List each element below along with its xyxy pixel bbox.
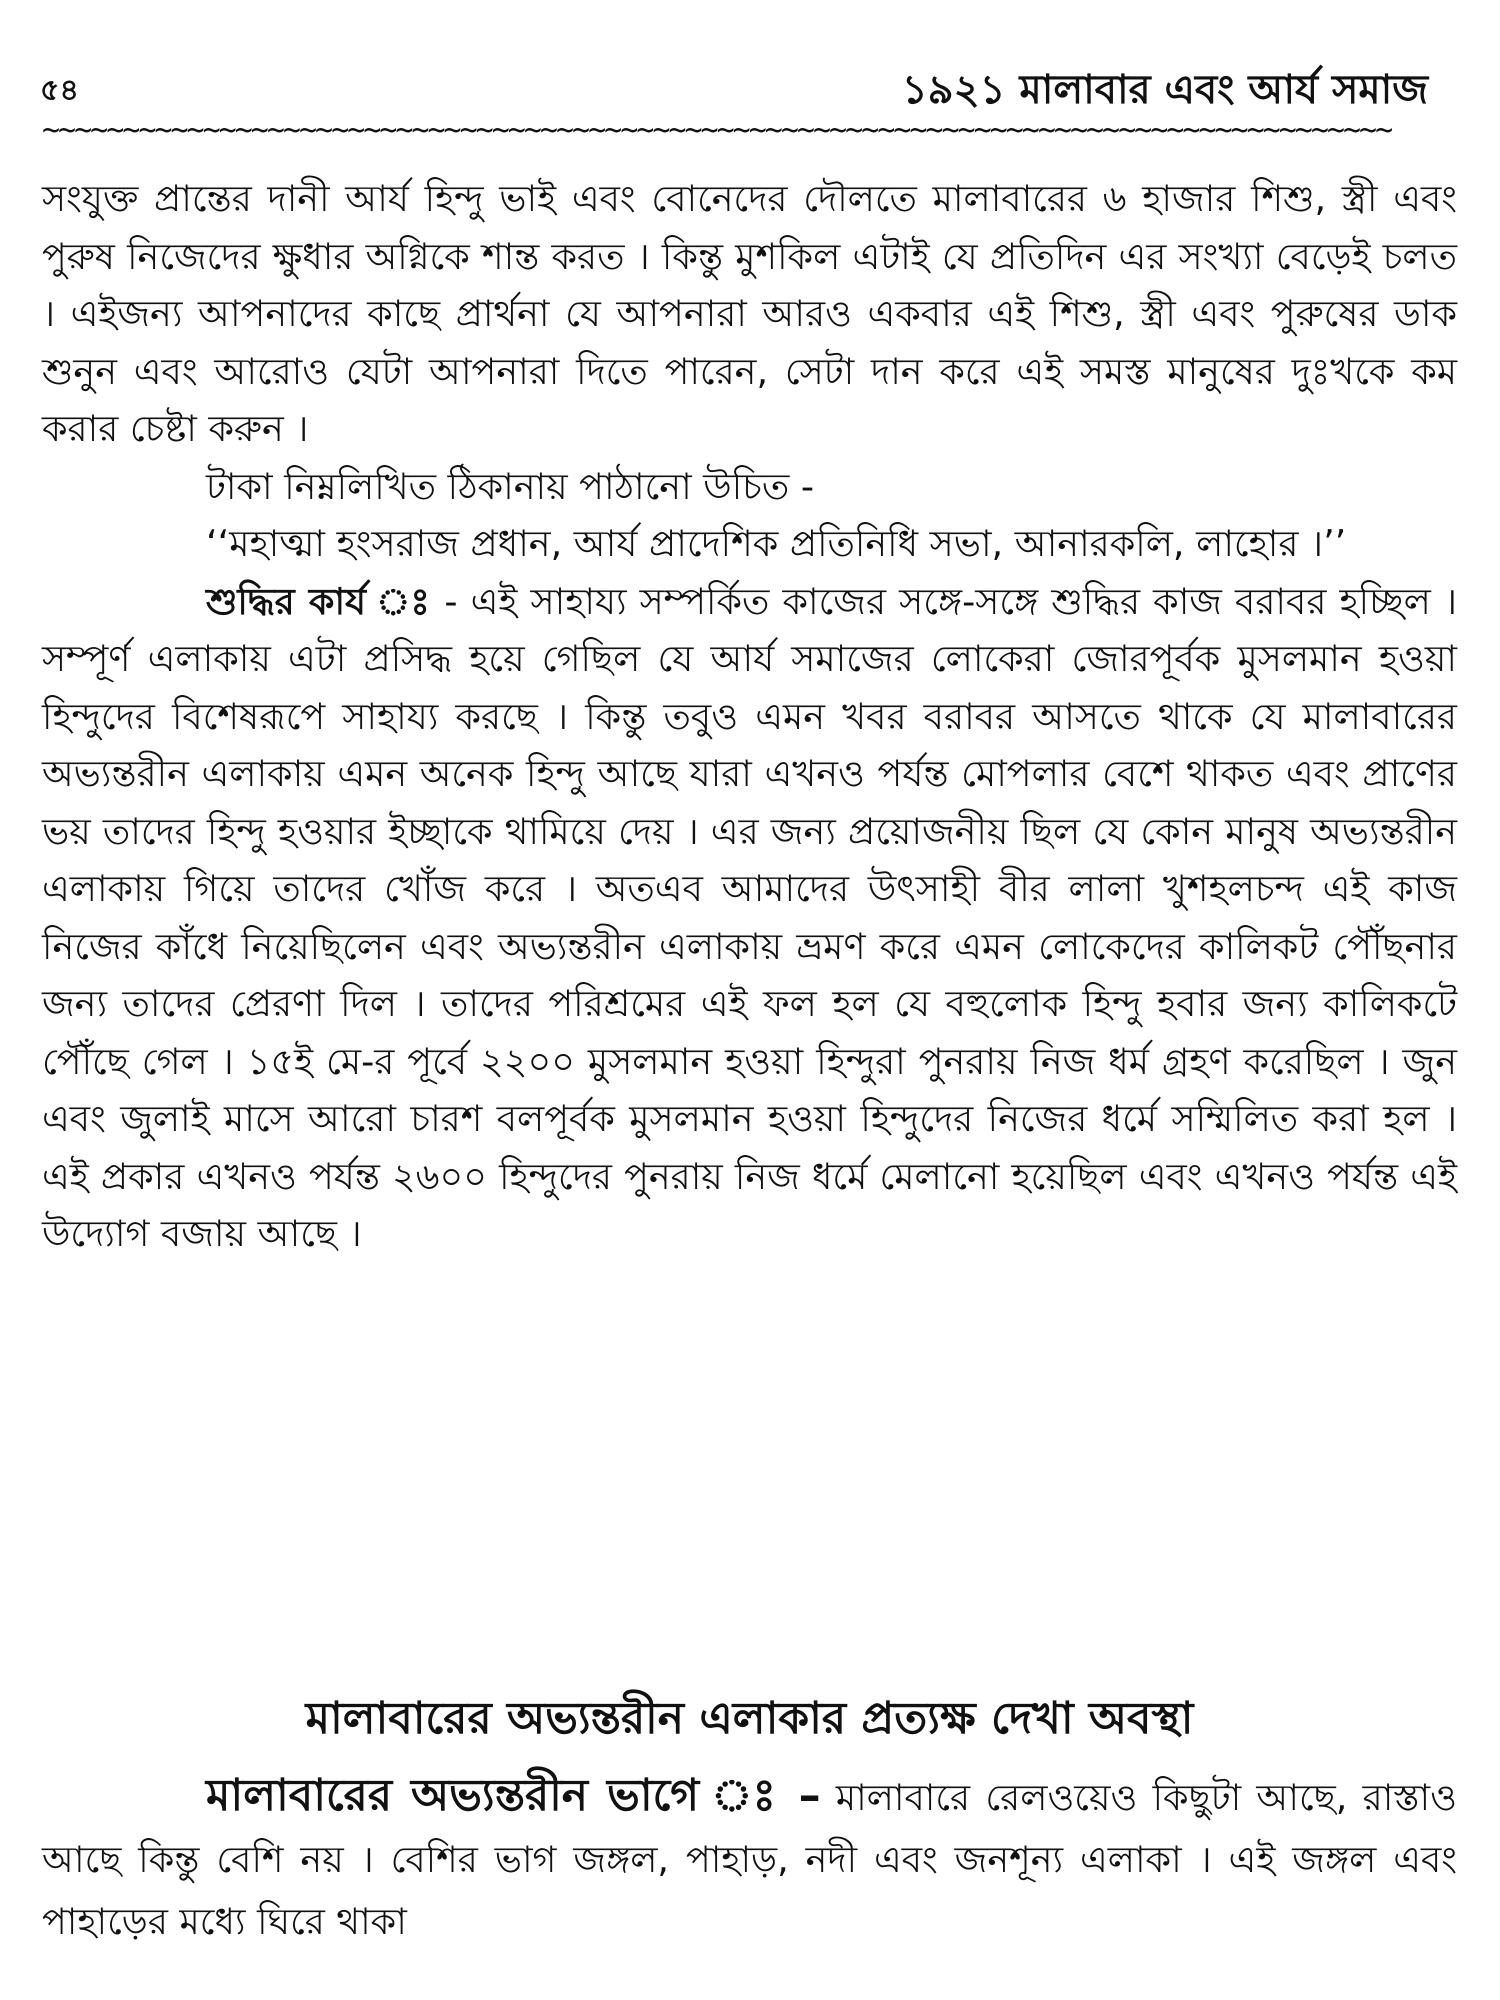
section-heading: মালাবারের অভ্যন্তরীন এলাকার প্রত্যক্ষ দেখা অবস্থা: [305, 1693, 1194, 1744]
tilde-divider: ~~~~~~~~~~~~~~~~~~~~~~~~~~~~~~~~~~~~~~~~~~~~~~~~~~~~~~~~~~~~~~~~~~~~~~~~~~~~~~~~~~~~: [42, 116, 1392, 146]
paragraph-send-money: টাকা নিম্নলিখিত ঠিকানায় পাঠানো উচিত -: [206, 464, 815, 508]
paragraph-interior: [42, 1765, 1457, 1953]
running-title: ১৯২১ মালাবার এবং আর্য সমাজ: [901, 67, 1428, 113]
interior-text: মালাবারে রেলওয়েও কিছুটা আছে, রাস্তাও আছে কিন্তু বেশি নয় । বেশির ভাগ জঙ্গল, পাহাড়, নদী এবং জনশূন্য এলাকা । এই জঙ্গল এবং পাহাড়ের মধ্যে ঘিরে থাকা: [42, 1776, 1457, 1943]
paragraph-relief-appeal: সংযুক্ত প্রান্তের দানী আর্য হিন্দু ভাই এবং বোনেদের দৌলতে মালাবারের ৬ হাজার শিশু, স্ত্রী এবং পুরুষ নিজেদের ক্ষুধার অগ্নিকে শান্ত করত । কিন্তু মুশকিল এটাই যে প্রতিদিন এর সংখ্যা বেড়েই চলত । এইজন্য আপনাদের কাছে প্রার্থনা যে আপনারা আরও একবার এই শিশু, স্ত্রী এবং পুরুষের ডাক শুনুন এবং আরোও যেটা আপনারা দিতে পারেন, সেটা দান করে এই সমস্ত মানুষের দুঃখকে কম করার চেষ্টা করুন ।: [42, 177, 1457, 450]
page-number: ৫৪: [40, 73, 79, 108]
shuddhi-text: - এই সাহায্য সম্পর্কিত কাজের সঙ্গে-সঙ্গে শুদ্ধির কাজ বরাবর হচ্ছিল । সম্পূর্ণ এলাকায় এটা প্রসিদ্ধ হয়ে গেছিল যে আর্য সমাজের লোকেরা জোরপূর্বক মুসলমান হওয়া হিন্দুদের বিশেষরূপে সাহায্য করছে । কিন্তু তবুও এমন খবর বরাবর আসতে থাকে যে মালাবারের অভ্যন্তরীন এলাকায় এমন অনেক হিন্দু আছে যারা এখনও পর্যন্ত মোপলার বেশে থাকত এবং প্রাণের ভয় তাদের হিন্দু হওয়ার ইচ্ছাকে থামিয়ে দেয় । এর জন্য প্রয়োজনীয় ছিল যে কোন মানুষ অভ্যন্তরীন এলাকায় গিয়ে তাদের খোঁজ করে । অতএব আমাদের উৎসাহী বীর লালা খুশহলচন্দ এই কাজ নিজের কাঁধে নিয়েছিলেন এবং অভ্যন্তরীন এলাকায় ভ্রমণ করে এমন লোকেদের কালিকট পৌঁছনার জন্য তাদের প্রেরণা দিল । তাদের পরিশ্রমের এই ফল হল যে বহুলোক হিন্দু হবার জন্য কালিকটে পৌঁছে গেল । ১৫ই মে-র পূর্বে ২২০০ মুসলমান হওয়া হিন্দুরা পুনরায় নিজ ধর্ম গ্রহণ করেছিল । জুন এবং জুলাই মাসে আরো চারশ বলপূর্বক মুসলমান হওয়া হিন্দুদের নিজের ধর্মে সম্মিলিত করা হল । এই প্রকার এখনও পর্যন্ত ২৬০০ হিন্দুদের পুনরায় নিজ ধর্মে মেলানো হয়েছিল এবং এখনও পর্যন্ত এই উদ্যোগ বজায় আছে ।: [42, 579, 1457, 1255]
shuddhi-lead-heading: শুদ্ধির কার্য ঃ: [206, 579, 432, 623]
section-body: [42, 1765, 1457, 1953]
main-text: [42, 170, 1457, 1263]
paragraph-shuddhi: [42, 573, 1457, 1263]
interior-lead-heading: মালাবারের অভ্যন্তরীন ভাগে ঃ –: [206, 1770, 821, 1821]
donation-address: ‘‘মহাত্মা হংসরাজ প্রধান, আর্য প্রাদেশিক প্রতিনিধি সভা, আনারকলি, লাহোর ।’’: [206, 522, 1347, 565]
